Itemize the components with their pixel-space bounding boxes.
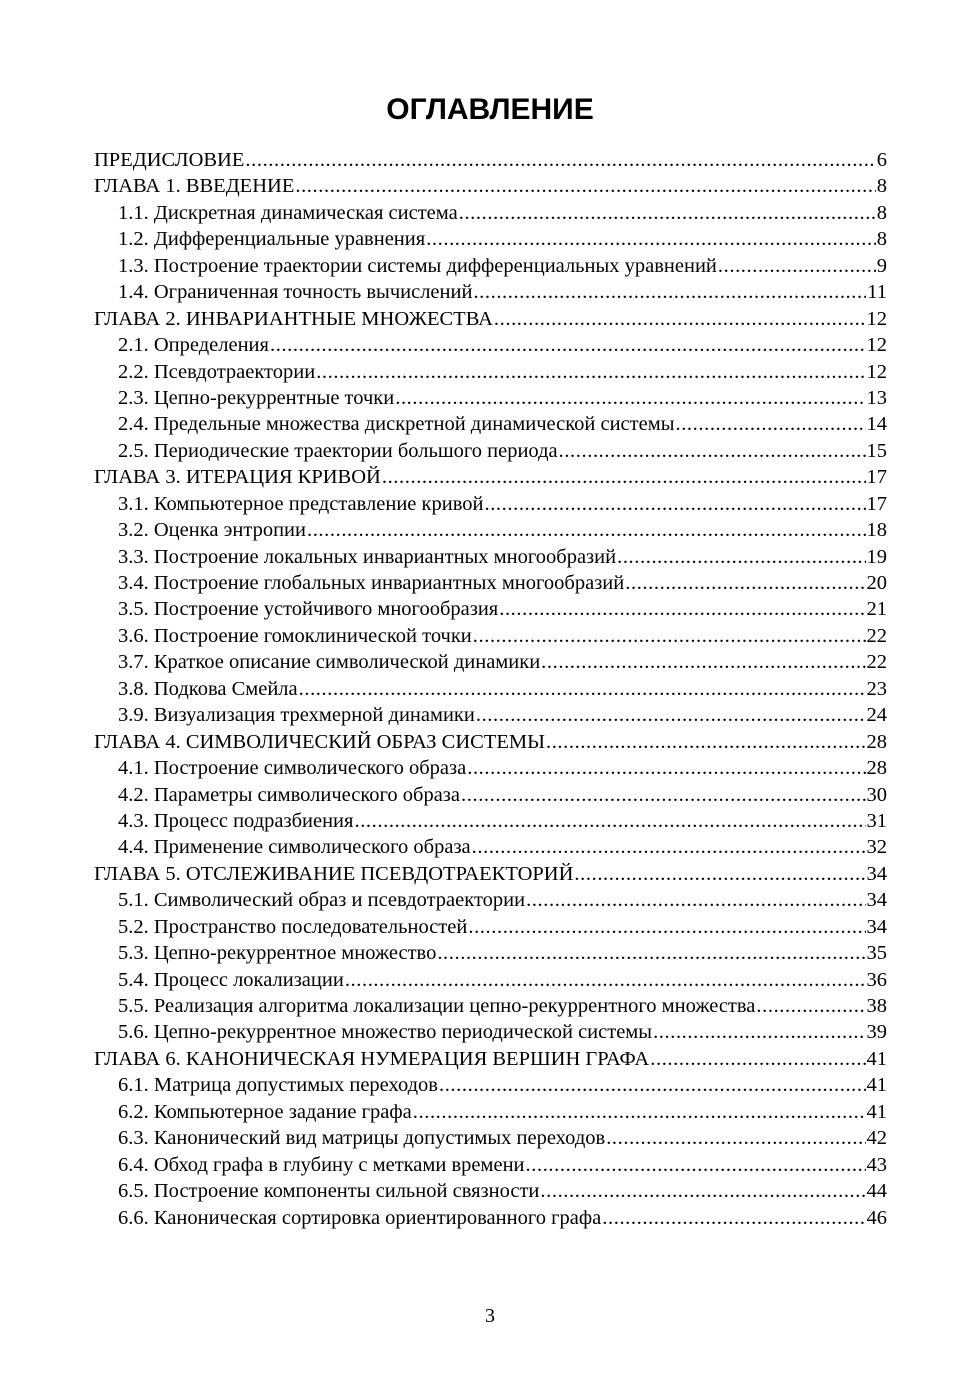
toc-entry-label: 5.1. Символический образ и псевдотраектории bbox=[118, 889, 526, 912]
toc-dot-leader bbox=[756, 993, 865, 1019]
toc-entry-label: 1.3. Построение траектории системы дифференциальных уравнений bbox=[118, 254, 717, 277]
toc-entry-label: 3.2. Оценка энтропии bbox=[118, 519, 306, 542]
page-number: 3 bbox=[485, 1305, 495, 1327]
toc-section-entry[interactable] bbox=[94, 359, 887, 385]
toc-entry-page: 32 bbox=[866, 836, 887, 859]
toc-dot-leader bbox=[476, 702, 866, 728]
toc-dot-leader bbox=[295, 173, 875, 199]
toc-entry-page: 20 bbox=[866, 572, 887, 594]
toc-entry-label: 5.4. Процесс локализации bbox=[118, 968, 344, 991]
toc-entry-page: 21 bbox=[866, 598, 887, 621]
toc-dot-leader bbox=[625, 570, 865, 596]
toc-entry-label: 2.5. Периодические траектории большого периода bbox=[118, 439, 558, 462]
toc-section-entry[interactable] bbox=[94, 279, 887, 305]
toc-entry-page: 24 bbox=[866, 704, 887, 727]
toc-entry-page: 30 bbox=[866, 783, 887, 806]
toc-entry-page: 17 bbox=[866, 466, 887, 489]
toc-entry-page: 38 bbox=[866, 995, 887, 1017]
toc-entry-page: 19 bbox=[866, 545, 887, 568]
toc-dot-leader bbox=[345, 967, 866, 993]
toc-section-entry[interactable] bbox=[94, 438, 887, 464]
toc-dot-leader bbox=[468, 914, 865, 940]
toc-dot-leader bbox=[650, 1046, 865, 1072]
toc-entry-label: 5.3. Цепно-рекуррентное множество bbox=[118, 942, 437, 965]
toc-chapter-entry[interactable] bbox=[94, 464, 887, 490]
toc-dot-leader bbox=[541, 649, 865, 675]
toc-section-entry[interactable] bbox=[94, 993, 887, 1019]
toc-entry-page: 39 bbox=[866, 1021, 887, 1044]
table-of-contents bbox=[94, 147, 887, 1231]
toc-dot-leader bbox=[718, 253, 876, 279]
toc-section-entry[interactable] bbox=[94, 1072, 887, 1098]
toc-entry-page: 15 bbox=[866, 439, 887, 462]
toc-dot-leader bbox=[653, 1019, 865, 1045]
toc-section-entry[interactable] bbox=[94, 702, 887, 728]
toc-section-entry[interactable] bbox=[94, 1125, 887, 1151]
toc-section-entry[interactable] bbox=[94, 596, 887, 622]
toc-entry-label: ГЛАВА 3. ИТЕРАЦИЯ КРИВОЙ bbox=[94, 466, 381, 489]
toc-section-entry[interactable] bbox=[94, 649, 887, 675]
toc-entry-label: ГЛАВА 1. ВВЕДЕНИЕ bbox=[94, 175, 295, 198]
toc-dot-leader bbox=[472, 834, 866, 860]
toc-entry-label: 1.1. Дискретная динамическая система bbox=[118, 201, 458, 224]
toc-entry-label: 3.8. Подкова Смейла bbox=[118, 677, 298, 700]
toc-entry-label: 5.6. Цепно-рекуррентное множество периодической системы bbox=[118, 1021, 653, 1044]
toc-entry-page: 12 bbox=[866, 360, 887, 383]
toc-dot-leader bbox=[617, 544, 865, 570]
toc-entry-label: 6.6. Каноническая сортировка ориентированного графа bbox=[118, 1206, 602, 1229]
toc-entry-label: 4.1. Построение символического образа bbox=[118, 757, 467, 780]
toc-dot-leader bbox=[559, 438, 866, 464]
toc-entry-label: 2.3. Цепно-рекуррентные точки bbox=[118, 386, 395, 409]
toc-section-entry[interactable] bbox=[94, 1178, 887, 1204]
toc-entry-label: 5.2. Пространство последовательностей bbox=[118, 915, 468, 938]
toc-entry-page: 8 bbox=[876, 175, 887, 198]
toc-dot-leader bbox=[382, 464, 866, 490]
toc-dot-leader bbox=[499, 596, 865, 622]
toc-dot-leader bbox=[461, 782, 865, 808]
toc-dot-leader bbox=[484, 491, 865, 517]
toc-section-entry[interactable] bbox=[94, 1152, 887, 1178]
toc-section-entry[interactable] bbox=[94, 834, 887, 860]
toc-dot-leader bbox=[299, 676, 866, 702]
toc-entry-label: 2.2. Псевдотраектории bbox=[118, 360, 316, 383]
toc-entry-label: 6.5. Построение компоненты сильной связности bbox=[118, 1180, 540, 1203]
toc-entry-page: 23 bbox=[866, 677, 887, 700]
toc-dot-leader bbox=[473, 279, 866, 305]
toc-dot-leader bbox=[526, 1152, 866, 1178]
toc-dot-leader bbox=[413, 1099, 866, 1125]
toc-entry-label: 4.4. Применение символического образа bbox=[118, 836, 471, 859]
toc-entry-page: 8 bbox=[876, 228, 887, 251]
toc-entry-page: 11 bbox=[867, 281, 887, 304]
toc-entry-page: 36 bbox=[866, 968, 887, 991]
toc-section-entry[interactable] bbox=[94, 940, 887, 966]
toc-entry-page: 13 bbox=[866, 386, 887, 409]
toc-section-entry[interactable] bbox=[94, 1205, 887, 1231]
toc-entry-page: 34 bbox=[866, 915, 887, 938]
toc-entry-page: 41 bbox=[866, 1047, 887, 1070]
toc-entry-label: 3.5. Построение устойчивого многообразия bbox=[118, 598, 499, 621]
toc-section-entry[interactable] bbox=[94, 914, 887, 940]
toc-chapter-entry[interactable] bbox=[94, 147, 887, 173]
toc-entry-label: 1.4. Ограниченная точность вычислений bbox=[118, 281, 473, 304]
toc-entry-page: 22 bbox=[866, 651, 887, 674]
toc-entry-label: ГЛАВА 6. КАНОНИЧЕСКАЯ НУМЕРАЦИЯ ВЕРШИН ГРАФА bbox=[94, 1047, 650, 1070]
toc-entry-label: 3.6. Построение гомоклинической точки bbox=[118, 624, 472, 647]
toc-section-entry[interactable] bbox=[94, 570, 887, 596]
toc-entry-page: 22 bbox=[866, 624, 887, 647]
toc-entry-page: 12 bbox=[866, 307, 887, 330]
toc-entry-page: 17 bbox=[866, 492, 887, 515]
toc-entry-page: 34 bbox=[866, 889, 887, 912]
toc-dot-leader bbox=[602, 1205, 865, 1231]
toc-chapter-entry[interactable] bbox=[94, 173, 887, 199]
toc-entry-page: 35 bbox=[866, 942, 887, 965]
toc-chapter-entry[interactable] bbox=[94, 729, 887, 755]
toc-entry-label: 5.5. Реализация алгоритма локализации цепно-рекуррентного множества bbox=[118, 995, 756, 1017]
toc-entry-label: ГЛАВА 4. СИМВОЛИЧЕСКИЙ ОБРАЗ СИСТЕМЫ bbox=[94, 730, 545, 753]
toc-dot-leader bbox=[316, 359, 865, 385]
toc-entry-page: 46 bbox=[866, 1206, 887, 1229]
toc-entry-page: 18 bbox=[866, 519, 887, 542]
toc-entry-page: 28 bbox=[866, 757, 887, 780]
toc-entry-label: 3.4. Построение глобальных инвариантных многообразий bbox=[118, 572, 625, 594]
toc-dot-leader bbox=[307, 517, 866, 543]
toc-dot-leader bbox=[395, 385, 865, 411]
toc-dot-leader bbox=[245, 147, 875, 173]
toc-dot-leader bbox=[270, 332, 866, 358]
toc-section-entry[interactable] bbox=[94, 782, 887, 808]
toc-entry-page: 9 bbox=[876, 254, 887, 277]
toc-section-entry[interactable] bbox=[94, 253, 887, 279]
toc-dot-leader bbox=[354, 808, 865, 834]
toc-section-entry[interactable] bbox=[94, 411, 887, 437]
toc-entry-label: 6.2. Компьютерное задание графа bbox=[118, 1100, 412, 1123]
toc-dot-leader bbox=[473, 623, 866, 649]
toc-entry-page: 31 bbox=[866, 809, 887, 832]
toc-entry-page: 34 bbox=[866, 862, 887, 885]
toc-entry-label: 6.1. Матрица допустимых переходов bbox=[118, 1074, 438, 1097]
toc-dot-leader bbox=[526, 887, 865, 913]
toc-section-entry[interactable] bbox=[94, 385, 887, 411]
toc-entry-label: 1.2. Дифференциальные уравнения bbox=[118, 228, 426, 251]
toc-section-entry[interactable] bbox=[94, 887, 887, 913]
toc-chapter-entry[interactable] bbox=[94, 1046, 887, 1072]
toc-entry-label: 4.2. Параметры символического образа bbox=[118, 783, 461, 806]
toc-entry-label: 2.4. Предельные множества дискретной динамической системы bbox=[118, 413, 675, 436]
toc-section-entry[interactable] bbox=[94, 808, 887, 834]
toc-dot-leader bbox=[574, 861, 865, 887]
toc-entry-label: 3.7. Краткое описание символической динамики bbox=[118, 651, 541, 674]
toc-section-entry[interactable] bbox=[94, 226, 887, 252]
toc-entry-label: 4.3. Процесс подразбиения bbox=[118, 809, 354, 832]
toc-dot-leader bbox=[439, 1072, 866, 1098]
toc-entry-page: 41 bbox=[866, 1100, 887, 1123]
toc-entry-page: 43 bbox=[866, 1153, 887, 1176]
toc-section-entry[interactable] bbox=[94, 517, 887, 543]
toc-section-entry[interactable] bbox=[94, 755, 887, 781]
toc-dot-leader bbox=[459, 200, 876, 226]
toc-entry-label: ПРЕДИСЛОВИЕ bbox=[94, 149, 245, 171]
page-title: ОГЛАВЛЕНИЕ bbox=[386, 93, 594, 126]
toc-section-entry[interactable] bbox=[94, 544, 887, 570]
toc-dot-leader bbox=[437, 940, 865, 966]
toc-entry-label: ГЛАВА 5. ОТСЛЕЖИВАНИЕ ПСЕВДОТРАЕКТОРИЙ bbox=[94, 862, 574, 885]
toc-chapter-entry[interactable] bbox=[94, 861, 887, 887]
toc-entry-label: 3.9. Визуализация трехмерной динамики bbox=[118, 704, 475, 727]
toc-entry-page: 41 bbox=[866, 1074, 887, 1097]
toc-section-entry[interactable] bbox=[94, 623, 887, 649]
toc-dot-leader bbox=[494, 306, 866, 332]
toc-entry-page: 42 bbox=[866, 1127, 887, 1150]
toc-entry-label: 6.4. Обход графа в глубину с метками времени bbox=[118, 1153, 525, 1176]
toc-chapter-entry[interactable] bbox=[94, 306, 887, 332]
toc-entry-page: 12 bbox=[866, 334, 887, 357]
toc-dot-leader bbox=[467, 755, 865, 781]
toc-section-entry[interactable] bbox=[94, 1019, 887, 1045]
toc-entry-page: 28 bbox=[866, 730, 887, 753]
toc-dot-leader bbox=[546, 729, 866, 755]
toc-dot-leader bbox=[540, 1178, 865, 1204]
toc-dot-leader bbox=[606, 1125, 865, 1151]
toc-entry-page: 6 bbox=[876, 149, 887, 171]
toc-entry-label: 3.1. Компьютерное представление кривой bbox=[118, 492, 484, 515]
toc-dot-leader bbox=[675, 411, 865, 437]
toc-entry-label: ГЛАВА 2. ИНВАРИАНТНЫЕ МНОЖЕСТВА bbox=[94, 307, 493, 330]
toc-entry-page: 8 bbox=[876, 201, 887, 224]
toc-section-entry[interactable] bbox=[94, 491, 887, 517]
toc-section-entry[interactable] bbox=[94, 332, 887, 358]
toc-section-entry[interactable] bbox=[94, 676, 887, 702]
toc-entry-page: 44 bbox=[866, 1180, 887, 1203]
toc-entry-page: 14 bbox=[866, 413, 887, 436]
toc-dot-leader bbox=[426, 226, 876, 252]
toc-section-entry[interactable] bbox=[94, 1099, 887, 1125]
toc-entry-label: 3.3. Построение локальных инвариантных многообразий bbox=[118, 545, 617, 568]
toc-section-entry[interactable] bbox=[94, 200, 887, 226]
toc-section-entry[interactable] bbox=[94, 967, 887, 993]
toc-entry-label: 6.3. Канонический вид матрицы допустимых переходов bbox=[118, 1127, 606, 1150]
toc-entry-label: 2.1. Определения bbox=[118, 334, 269, 357]
